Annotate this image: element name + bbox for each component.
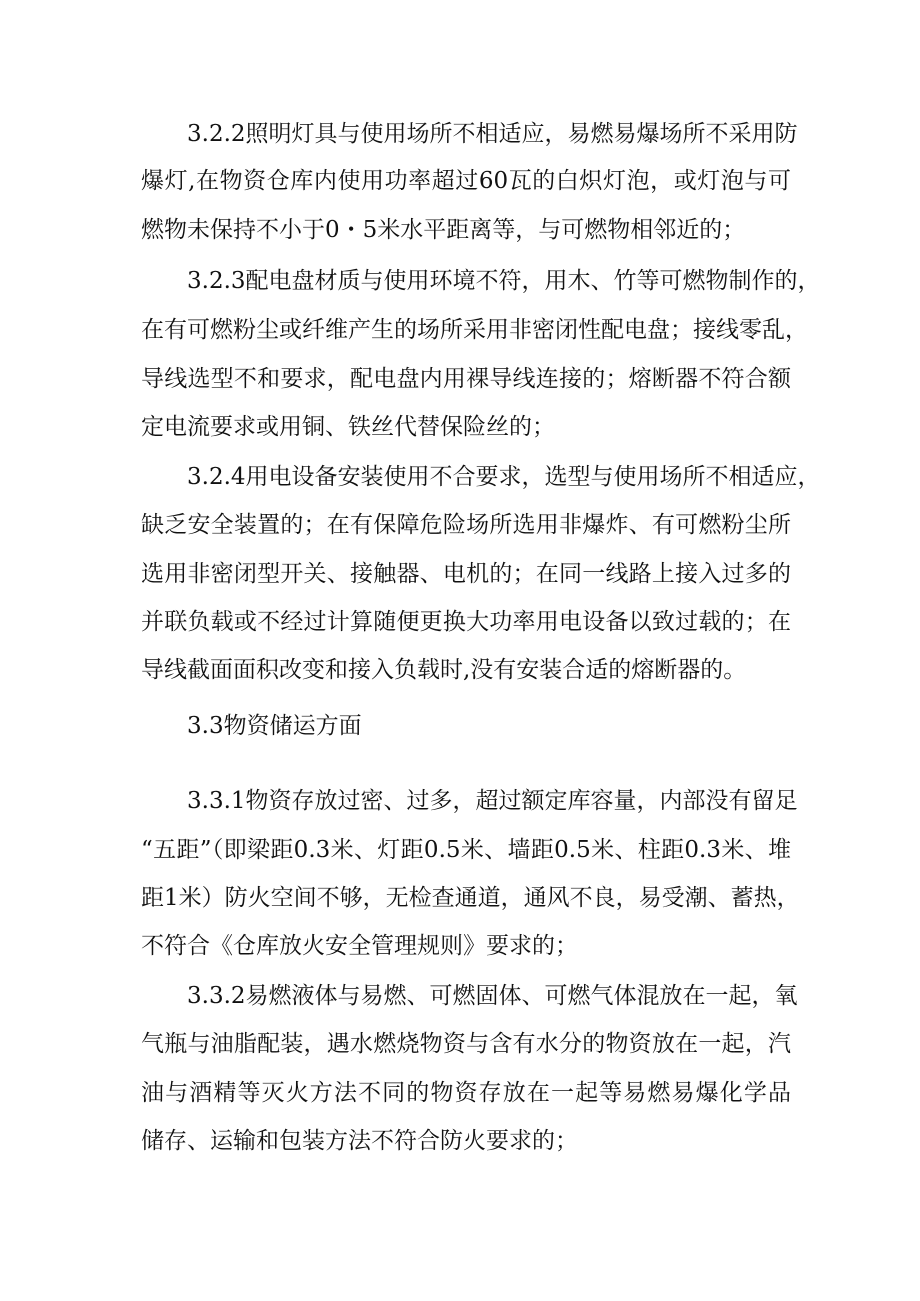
section-heading-3-3: 3.3物资储运方面 xyxy=(187,713,362,739)
text-line: 不符合《仓库放火安全管理规则》要求的； xyxy=(141,933,578,959)
text-line: 在有可燃粉尘或纤维产生的场所采用非密闭性配电盘；接线零乱， xyxy=(141,317,808,343)
text-line: 爆灯,在物资仓库内使用功率超过60瓦的白炽灯泡，或灯泡与可 xyxy=(141,168,791,194)
text-line: 储存、运输和包装方法不符合防火要求的； xyxy=(141,1128,578,1154)
text-line: 3.2.4用电设备安装使用不合要求，选型与使用场所不相适应， xyxy=(187,464,821,490)
text-line: 并联负载或不经过计算随便更换大功率用电设备以致过载的；在 xyxy=(141,609,791,635)
text-line: 3.2.2照明灯具与使用场所不相适应，易燃易爆场所不采用防 xyxy=(187,121,798,147)
text-line: 导线截面面积改变和接入负载时,没有安装合适的熔断器的。 xyxy=(141,657,747,683)
text-line: 缺乏安全装置的；在有保障危险场所选用非爆炸、有可燃粉尘所 xyxy=(141,512,791,538)
text-line: 导线选型不和要求，配电盘内用裸导线连接的；熔断器不符合额 xyxy=(141,366,791,392)
text-line: 3.3.1物资存放过密、过多，超过额定库容量，内部没有留足 xyxy=(187,788,798,814)
text-line: 油与酒精等灭火方法不同的物资存放在一起等易燃易爆化学品 xyxy=(141,1080,791,1106)
text-line: 3.2.3配电盘材质与使用环境不符，用木、竹等可燃物制作的， xyxy=(187,268,821,294)
text-line: 距1米）防火空间不够，无检查通道，通风不良，易受潮、蓄热， xyxy=(141,885,800,911)
text-line: 气瓶与油脂配装，遇水燃烧物资与含有水分的物资放在一起，汽 xyxy=(141,1031,791,1057)
text-line: 燃物未保持不小于0・5米水平距离等，与可燃物相邻近的； xyxy=(141,217,746,243)
text-line: 选用非密闭型开关、接触器、电机的；在同一线路上接入过多的 xyxy=(141,561,791,587)
text-line: “五距”（即梁距0.3米、灯距0.5米、墙距0.5米、柱距0.3米、堆 xyxy=(141,837,791,863)
text-line: 3.3.2易燃液体与易燃、可燃固体、可燃气体混放在一起，氧 xyxy=(187,983,798,1009)
text-line: 定电流要求或用铜、铁丝代替保险丝的； xyxy=(141,414,555,440)
